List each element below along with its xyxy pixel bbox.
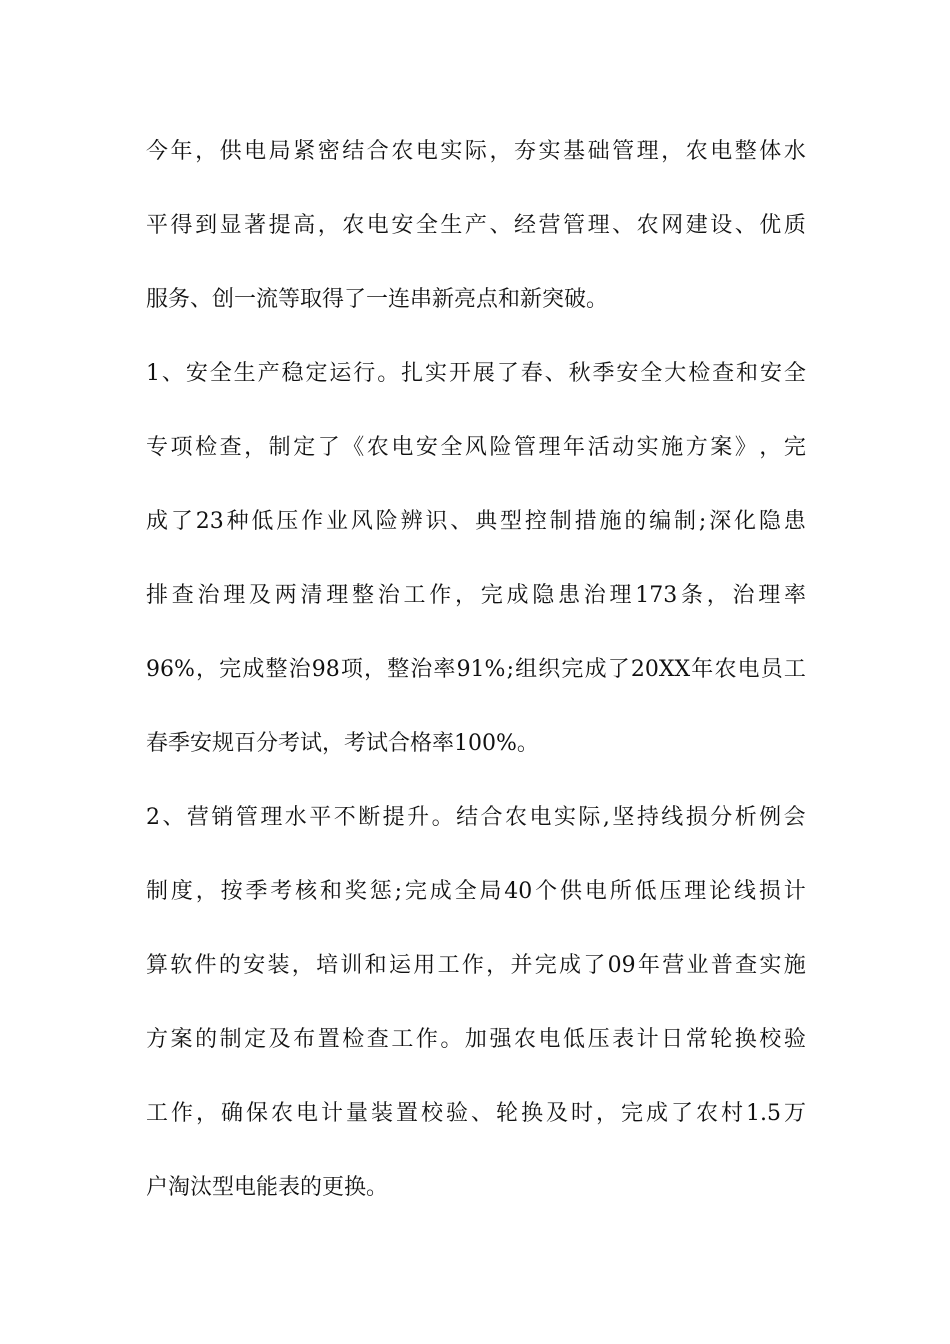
paragraph-2-line-6: 春季安规百分考试，考试合格率100%。 [146,731,539,756]
paragraph-2-line-2: 专 项 检 查 ， 制 定 了 《 农 电 安 全 风 险 管 理 年 活 动 实 施 方 案 》 ， 完 [146,435,806,460]
paragraph-2-line-3: 成 了 23 种 低 压 作 业 风 险 辨 识 、 典 型 控 制 措 施 的 编 制 ; 深 化 隐 患 [146,509,806,534]
paragraph-3-line-6: 户淘汰型电能表的更换。 [146,1175,389,1200]
paragraph-2-line-5: 96% ， 完 成 整 治 98 项 ， 整 治 率 91% ; 组 织 完 成 了 20XX 年 农 电 员 工 [146,657,806,682]
paragraph-3-line-3: 算 软 件 的 安 装 ， 培 训 和 运 用 工 作 ， 并 完 成 了 09 年 营 业 普 查 实 施 [146,953,806,978]
paragraph-3-line-2: 制 度 ， 按 季 考 核 和 奖 惩 ; 完 成 全 局 40 个 供 电 所 低 压 理 论 线 损 计 [146,879,806,904]
paragraph-2-line-4: 排 查 治 理 及 两 清 理 整 治 工 作 ， 完 成 隐 患 治 理 173 条 ， 治 理 率 [146,583,806,608]
paragraph-3-line-1: 2 、 营 销 管 理 水 平 不 断 提 升 。 结 合 农 电 实 际 , 坚 持 线 损 分 析 例 会 [146,805,806,830]
paragraph-2-line-1: 1 、 安 全 生 产 稳 定 运 行 。 扎 实 开 展 了 春 、 秋 季 安 全 大 检 查 和 安 全 [146,361,806,386]
paragraph-1-line-3: 服务、创一流等取得了一连串新亮点和新突破。 [146,287,609,312]
paragraph-1-line-2: 平 得 到 显 著 提 高 ， 农 电 安 全 生 产 、 经 营 管 理 、 农 网 建 设 、 优 质 [146,213,806,238]
paragraph-3-line-4: 方 案 的 制 定 及 布 置 检 查 工 作 。 加 强 农 电 低 压 表 计 日 常 轮 换 校 验 [146,1027,806,1052]
paragraph-3-line-5: 工 作 ， 确 保 农 电 计 量 装 置 校 验 、 轮 换 及 时 ， 完 成 了 农 村 1.5 万 [146,1101,806,1126]
paragraph-1-line-1: 今 年 ， 供 电 局 紧 密 结 合 农 电 实 际 ， 夯 实 基 础 管 理 ， 农 电 整 体 水 [146,139,806,164]
document-body [146,128,806,1238]
